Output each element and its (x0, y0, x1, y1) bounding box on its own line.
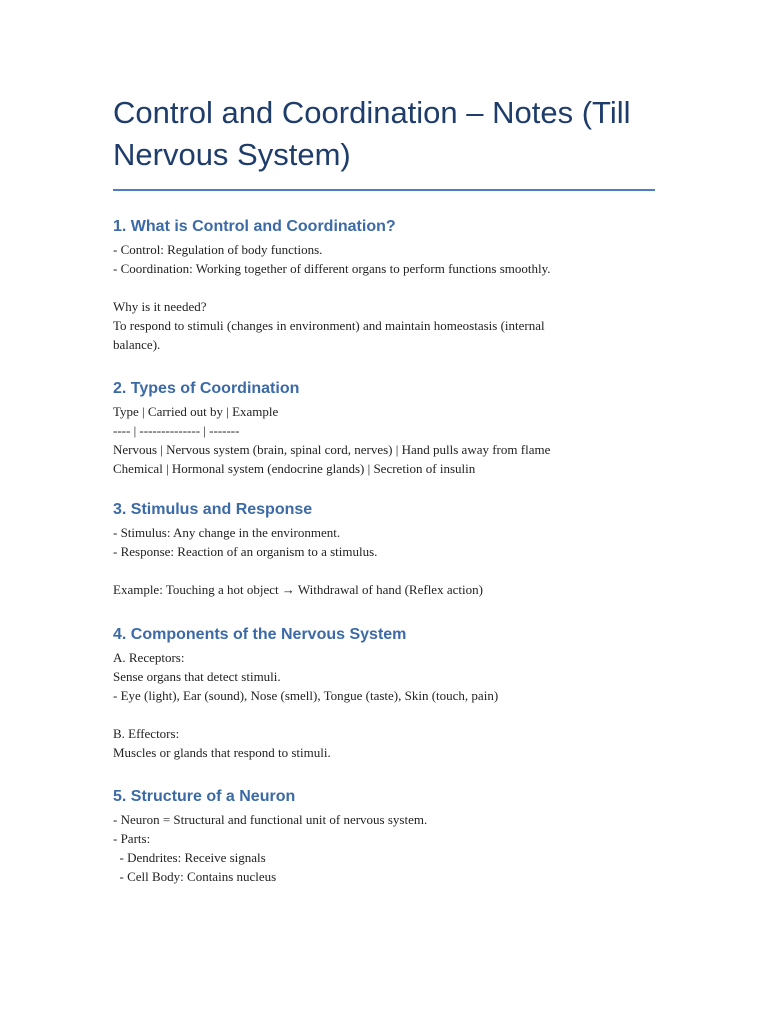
section-body (113, 810, 768, 886)
body-line: - Response: Reaction of an organism to a stimulus. (113, 544, 378, 559)
blank-line (113, 278, 768, 297)
table-row-line: Nervous | Nervous system (brain, spinal cord, nerves) | Hand pulls away from flame (113, 442, 551, 457)
body-line: - Control: Regulation of body functions. (113, 242, 323, 257)
section-neuron-structure (113, 786, 768, 886)
section-heading: 1. What is Control and Coordination? (113, 218, 396, 235)
body-line: - Stimulus: Any change in the environment. (113, 525, 341, 540)
section-types-of-coordination (113, 378, 768, 478)
section-heading: 5. Structure of a Neuron (113, 788, 296, 805)
section-what-is-control (113, 216, 768, 354)
body-line: - Cell Body: Contains nucleus (113, 869, 277, 884)
table-separator-line: ---- | -------------- | ------- (113, 423, 240, 438)
body-line: - Eye (light), Ear (sound), Nose (smell), Tongue (taste), Skin (touch, pain) (113, 688, 499, 703)
body-line: A. Receptors: (113, 650, 185, 665)
section-nervous-components (113, 624, 768, 762)
body-line: Why is it needed? (113, 299, 207, 314)
body-line: Example: Touching a hot object → Withdrawal of hand (Reflex action) (113, 582, 483, 597)
body-line: B. Effectors: (113, 726, 180, 741)
section-stimulus-response (113, 499, 768, 599)
blank-line (113, 705, 768, 724)
section-heading: 4. Components of the Nervous System (113, 626, 407, 643)
title-underline (113, 189, 655, 191)
document-title: Control and Coordination – Notes (Till Nervous System) (113, 95, 631, 172)
section-heading: 2. Types of Coordination (113, 380, 300, 397)
body-line: - Dendrites: Receive signals (113, 850, 266, 865)
body-line: - Neuron = Structural and functional unit of nervous system. (113, 812, 428, 827)
section-body (113, 402, 768, 478)
body-line: - Parts: (113, 831, 151, 846)
body-line: Sense organs that detect stimuli. (113, 669, 281, 684)
section-body (113, 523, 768, 599)
section-body (113, 648, 768, 762)
section-body (113, 240, 768, 354)
table-row-line: Chemical | Hormonal system (endocrine glands) | Secretion of insulin (113, 461, 476, 476)
body-line: balance). (113, 337, 161, 352)
section-heading: 3. Stimulus and Response (113, 501, 313, 518)
body-line: To respond to stimuli (changes in environment) and maintain homeostasis (internal (113, 318, 545, 333)
blank-line (113, 561, 768, 580)
body-line: - Coordination: Working together of different organs to perform functions smoothly. (113, 261, 551, 276)
table-header-line: Type | Carried out by | Example (113, 404, 279, 419)
body-line: Muscles or glands that respond to stimuli. (113, 745, 331, 760)
